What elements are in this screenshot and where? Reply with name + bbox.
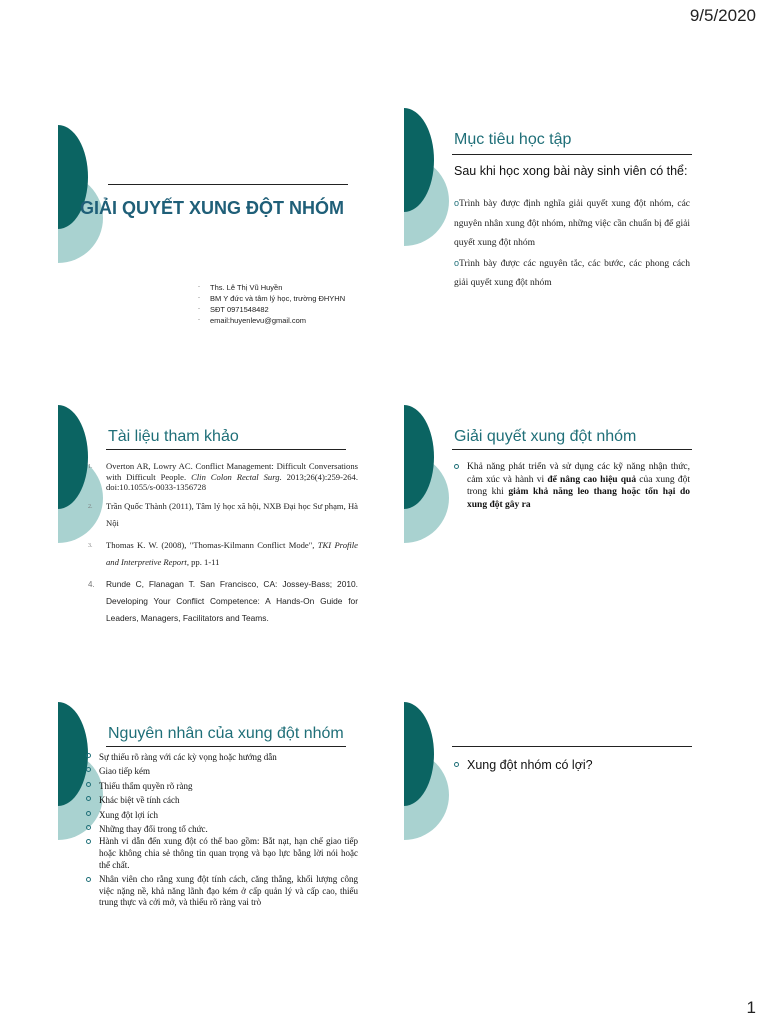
question-list xyxy=(454,757,690,773)
definition-item: Khả năng phát triển và sử dụng các kỹ năng nhận thức, cảm xúc và hành vi để nâng cao hiệu quả của xung đột trong khi giảm khả năng leo thang hoặc tổn hại do xung đột gây ra xyxy=(454,461,690,511)
slide-references xyxy=(58,405,358,625)
bullet-circle-icon xyxy=(86,782,91,787)
heading-rule xyxy=(452,154,692,155)
page-date: 9/5/2020 xyxy=(689,6,756,25)
presentation-title: GIẢI QUYẾT XUNG ĐỘT NHÓM xyxy=(80,198,345,218)
bullet-circle-icon xyxy=(86,877,91,882)
bullet-circle-icon xyxy=(86,796,91,801)
cause-item: Nhân viên cho rằng xung đột tính cách, căng thẳng, khối lượng công việc nặng nề, khả năng lãnh đạo kém ở cấp quản lý và cấp cao, thiếu trung thực và cởi mở, và thiếu rõ ràng vai trò xyxy=(86,874,358,909)
author-info xyxy=(198,282,345,326)
references-list xyxy=(88,461,358,632)
reference-item: 4. Runde C, Flanagan T. San Francisco, CA: Jossey-Bass; 2010. Developing Your Conflict Competence: A Hands-On Guide for Leaders, Managers, Facilitators and Teams. xyxy=(88,578,358,623)
page-number: 1 xyxy=(746,998,756,1017)
bullet-circle-icon xyxy=(454,762,459,767)
heading-rule xyxy=(452,746,692,747)
cause-item: Những thay đổi trong tổ chức. xyxy=(86,822,358,836)
cause-item: Sự thiếu rõ ràng với các kỳ vọng hoặc hướng dẫn xyxy=(86,750,358,764)
causes-list xyxy=(86,750,358,912)
cause-item: Hành vi dẫn đến xung đột có thể bao gồm: Bắt nạt, hạn chế giao tiếp hoặc không chia sẻ thông tin quan trọng và bạo lực bằng lời nói hoặc thể chất. xyxy=(86,836,358,871)
slide-heading: Giải quyết xung đột nhóm xyxy=(454,428,637,445)
slide-heading: Tài liệu tham khảo xyxy=(108,428,239,445)
slide-heading: Mục tiêu học tập xyxy=(454,131,572,148)
slide-objectives xyxy=(404,108,704,328)
slide-heading: Nguyên nhân của xung đột nhóm xyxy=(108,725,344,742)
author-phone: - SĐT 0971548482 xyxy=(198,304,345,315)
bullet-circle-icon xyxy=(86,753,91,758)
heading-rule xyxy=(452,449,692,450)
question-item: Xung đột nhóm có lợi? xyxy=(454,757,690,773)
bullet-circle-icon: o xyxy=(454,198,460,208)
objectives-intro: Sau khi học xong bài này sinh viên có thể: xyxy=(454,164,688,178)
title-rule xyxy=(108,184,348,185)
slide-question xyxy=(404,702,704,922)
definition-list xyxy=(454,461,690,511)
reference-item: 2. Trần Quốc Thành (2011), Tâm lý học xã hội, NXB Đại học Sư phạm, Hà Nội xyxy=(88,500,358,528)
cause-item: Xung đột lợi ích xyxy=(86,808,358,822)
slide-title xyxy=(58,120,358,340)
cause-item: Thiếu thẩm quyền rõ ràng xyxy=(86,779,358,793)
bullet-circle-icon xyxy=(86,839,91,844)
author-department: - BM Y đức và tâm lý học, trường ĐHYHN xyxy=(198,293,345,304)
slide-causes xyxy=(58,702,358,922)
slide-decoration xyxy=(404,702,464,862)
reference-item: 3. Thomas K. W. (2008), "Thomas-Kilmann Conflict Mode", TKI Profile and Interpretive Report, pp. 1-11 xyxy=(88,539,358,567)
slide-definition xyxy=(404,405,704,625)
cause-item: Giao tiếp kém xyxy=(86,764,358,778)
bullet-circle-icon xyxy=(86,825,91,830)
heading-rule xyxy=(106,449,346,450)
author-email: - email:huyenlevu@gmail.com xyxy=(198,315,345,326)
bullet-circle-icon: o xyxy=(454,257,460,268)
objectives-list xyxy=(454,194,690,294)
cause-item: Khác biệt về tính cách xyxy=(86,793,358,807)
objective-item: oTrình bày được các nguyên tắc, các bước, các phong cách giải quyết xung đột nhóm xyxy=(454,257,690,288)
bullet-circle-icon xyxy=(86,811,91,816)
author-name: - Ths. Lê Thị Vũ Huyền xyxy=(198,282,345,293)
heading-rule xyxy=(106,746,346,747)
objective-item: oTrình bày được định nghĩa giải quyết xung đột nhóm, các nguyên nhân xung đột nhóm, những việc cần chuẩn bị để giải quyết xung đột nhóm xyxy=(454,198,690,248)
bullet-circle-icon xyxy=(86,767,91,772)
bullet-circle-icon xyxy=(454,464,459,469)
reference-item: 1. Overton AR, Lowry AC. Conflict Management: Difficult Conversations with Difficult People. Clin Colon Rectal Surg. 2013;26(4):259-264. doi:10.1055/s-0033-1356728 xyxy=(88,461,358,492)
